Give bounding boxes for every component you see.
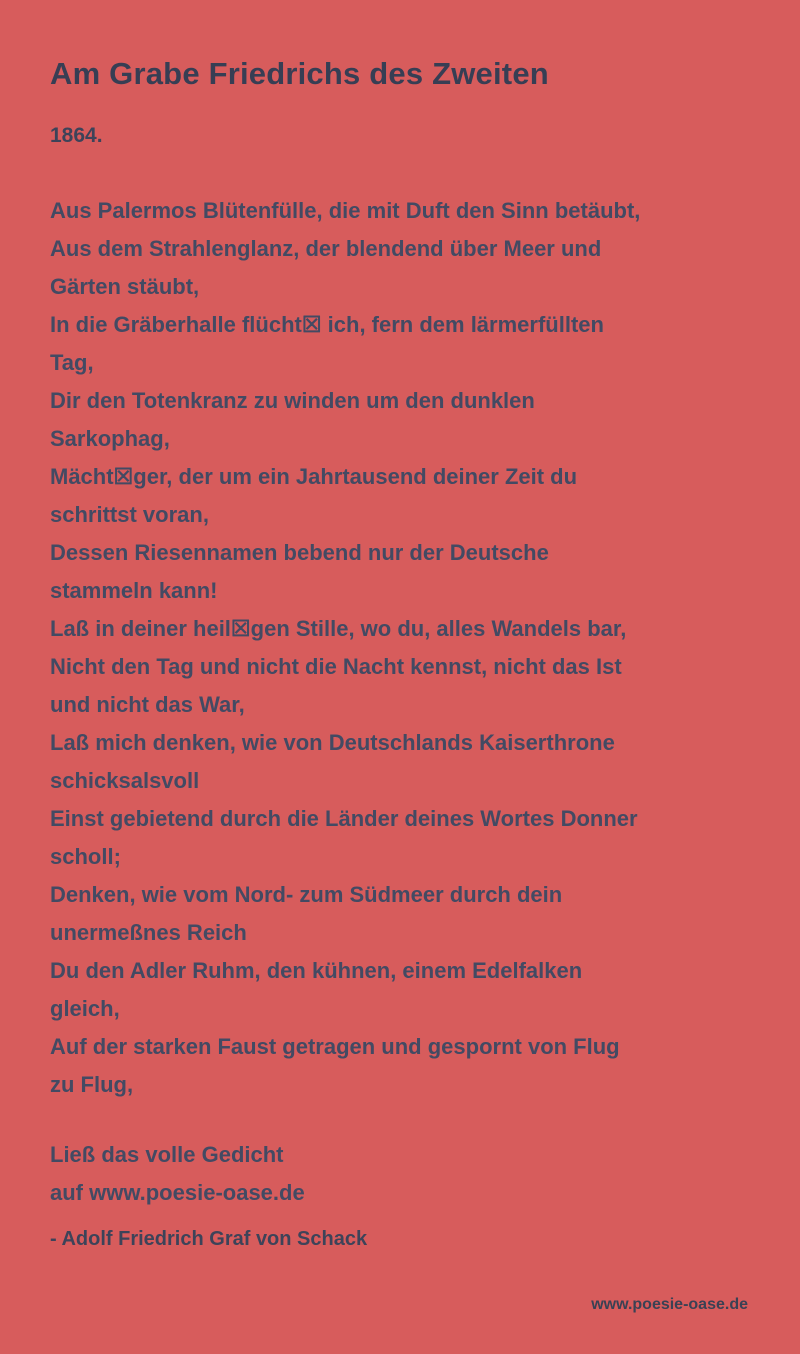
poem-line: Du den Adler Ruhm, den kühnen, einem Edelfalken (50, 958, 583, 983)
teaser-line: Ließ das volle Gedicht (50, 1142, 284, 1167)
poem-line: scholl; (50, 844, 121, 869)
poem-line: Auf der starken Faust getragen und gespornt von Flug (50, 1034, 620, 1059)
poem-line: Nicht den Tag und nicht die Nacht kennst, nicht das Ist (50, 654, 622, 679)
site-url: www.poesie-oase.de (591, 1296, 748, 1313)
poem-line: stammeln kann! (50, 578, 218, 603)
poem-line: Dessen Riesennamen bebend nur der Deutsche (50, 540, 549, 565)
poem-line: und nicht das War, (50, 692, 245, 717)
poem-line: In die Gräberhalle flücht☒ ich, fern dem lärmerfüllten (50, 312, 604, 337)
poem-attribution: - Adolf Friedrich Graf von Schack (50, 1228, 368, 1250)
poem-line: Einst gebietend durch die Länder deines Wortes Donner (50, 806, 638, 831)
poem-line: Laß in deiner heil☒gen Stille, wo du, alles Wandels bar, (50, 616, 627, 641)
poem-line: Dir den Totenkranz zu winden um den dunklen (50, 388, 535, 413)
poem-line: Denken, wie vom Nord- zum Südmeer durch dein (50, 882, 563, 907)
poem-body (50, 192, 750, 1104)
poem-line: zu Flug, (50, 1072, 134, 1097)
poem-year: 1864. (50, 124, 103, 147)
poem-line: unermeßnes Reich (50, 920, 247, 945)
poem-line: Mächt☒ger, der um ein Jahrtausend deiner Zeit du (50, 464, 578, 489)
teaser-line: auf www.poesie-oase.de (50, 1180, 305, 1205)
poem-line: Aus Palermos Blütenfülle, die mit Duft den Sinn betäubt, (50, 198, 641, 223)
poem-line: Tag, (50, 350, 94, 375)
poem-line: gleich, (50, 996, 120, 1021)
poem-line: schicksalsvoll (50, 768, 200, 793)
poem-line: Aus dem Strahlenglanz, der blendend über Meer und (50, 236, 602, 261)
poem-teaser (50, 1136, 750, 1212)
poem-line: Laß mich denken, wie von Deutschlands Kaiserthrone (50, 730, 615, 755)
poem-line: schrittst voran, (50, 502, 209, 527)
poem-line: Sarkophag, (50, 426, 170, 451)
poem-line: Gärten stäubt, (50, 274, 200, 299)
poem-title: Am Grabe Friedrichs des Zweiten (50, 56, 549, 91)
